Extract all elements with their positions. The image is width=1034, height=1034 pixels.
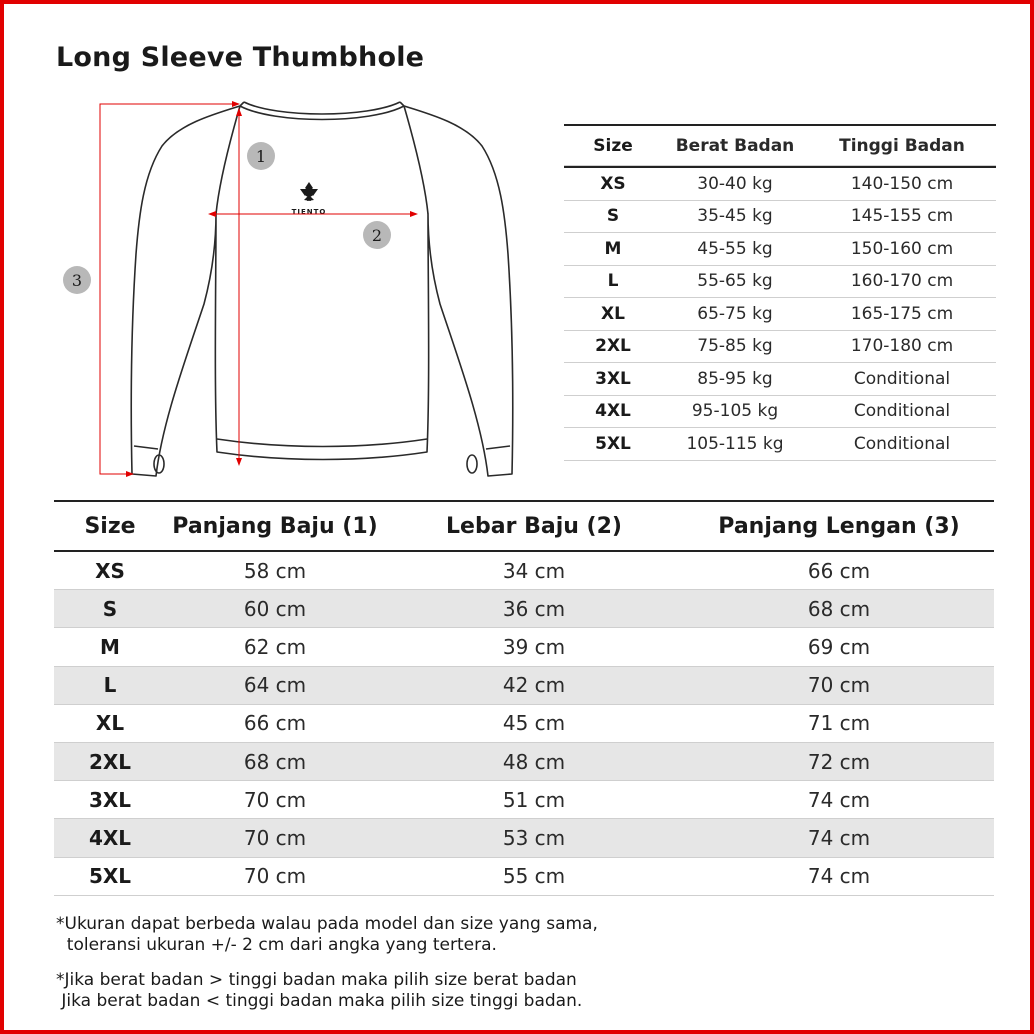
marker-1-label: 1 [255, 147, 267, 166]
cell-size: 2XL [88, 749, 132, 774]
length-measure-line [236, 108, 242, 466]
table-header [54, 502, 994, 550]
body-size-table [564, 124, 996, 461]
cell-shirt-width: 45 cm [502, 711, 566, 736]
cell-weight: 65-75 kg [697, 303, 773, 324]
cell-size: L [103, 673, 117, 698]
cell-shirt-length: 62 cm [243, 634, 307, 659]
table-row [54, 705, 994, 743]
cell-shirt-width: 36 cm [502, 596, 566, 621]
table-row [54, 628, 994, 666]
table-row [54, 552, 994, 590]
cell-height: 165-175 cm [850, 303, 954, 324]
cell-size: 5XL [88, 864, 132, 889]
marker-2-label: 2 [371, 226, 383, 245]
brand-logo [292, 182, 327, 216]
table-header [564, 126, 996, 166]
cell-weight: 75-85 kg [697, 336, 773, 357]
cell-weight: 85-95 kg [697, 368, 773, 389]
cell-sleeve-length: 72 cm [807, 749, 871, 774]
cell-size: XS [95, 558, 125, 583]
table-row [54, 667, 994, 705]
marker-1 [247, 142, 275, 170]
header-size: Size [593, 135, 633, 156]
marker-3 [63, 266, 91, 294]
cell-shirt-length: 70 cm [243, 787, 307, 812]
cell-shirt-length: 68 cm [243, 749, 307, 774]
cell-size: 3XL [595, 368, 631, 389]
cell-sleeve-length: 74 cm [807, 787, 871, 812]
cell-shirt-width: 55 cm [502, 864, 566, 889]
marker-2 [363, 221, 391, 249]
cell-shirt-length: 60 cm [243, 596, 307, 621]
cell-weight: 95-105 kg [691, 401, 779, 422]
table-row [564, 428, 996, 461]
cell-weight: 30-40 kg [697, 173, 773, 194]
cell-size: 2XL [595, 336, 631, 357]
page-title: Long Sleeve Thumbhole [56, 42, 425, 73]
cell-shirt-width: 42 cm [502, 673, 566, 698]
cell-size: 3XL [88, 787, 132, 812]
cell-shirt-width: 51 cm [502, 787, 566, 812]
cell-sleeve-length: 71 cm [807, 711, 871, 736]
cell-shirt-length: 70 cm [243, 825, 307, 850]
table-row [564, 266, 996, 299]
header-shirt-width: Lebar Baju (2) [446, 513, 622, 539]
table-row [54, 743, 994, 781]
table-row [54, 781, 994, 819]
cell-size: 4XL [595, 401, 631, 422]
cell-shirt-width: 39 cm [502, 634, 566, 659]
cell-shirt-length: 70 cm [243, 864, 307, 889]
cell-height: Conditional [853, 401, 951, 422]
cell-size: S [606, 206, 620, 227]
cell-shirt-length: 58 cm [243, 558, 307, 583]
table-row [564, 233, 996, 266]
cell-height: Conditional [853, 368, 951, 389]
sleeve-measure-line [100, 101, 240, 477]
table-row [564, 298, 996, 331]
cell-shirt-width: 48 cm [502, 749, 566, 774]
shirt-diagram [44, 84, 564, 494]
cell-size: XS [600, 173, 626, 194]
cell-size: S [102, 596, 118, 621]
header-height: Tinggi Badan [839, 135, 965, 156]
cell-height: Conditional [853, 433, 951, 454]
table-row [564, 363, 996, 396]
cell-weight: 45-55 kg [697, 238, 773, 259]
cell-sleeve-length: 70 cm [807, 673, 871, 698]
table-row [564, 396, 996, 429]
table-row [54, 819, 994, 857]
cell-weight: 35-45 kg [697, 206, 773, 227]
cell-size: XL [95, 711, 125, 736]
cell-weight: 55-65 kg [697, 271, 773, 292]
marker-3-label: 3 [71, 271, 83, 290]
cell-height: 160-170 cm [850, 271, 954, 292]
cell-size: 5XL [595, 433, 631, 454]
cell-sleeve-length: 68 cm [807, 596, 871, 621]
cell-shirt-length: 64 cm [243, 673, 307, 698]
note-choice-line1: *Jika berat badan > tinggi badan maka pilih size berat badan [56, 970, 577, 990]
table-row [564, 168, 996, 201]
cell-sleeve-length: 74 cm [807, 864, 871, 889]
note-choice-line2: Jika berat badan < tinggi badan maka pilih size tinggi badan. [56, 991, 583, 1011]
cell-shirt-length: 66 cm [243, 711, 307, 736]
cell-size: XL [601, 303, 625, 324]
header-size: Size [84, 513, 136, 539]
measurement-table [54, 500, 994, 896]
cell-height: 150-160 cm [850, 238, 954, 259]
cell-weight: 105-115 kg [686, 433, 784, 454]
table-row [564, 201, 996, 234]
header-shirt-length: Panjang Baju (1) [172, 513, 378, 539]
notes [56, 914, 598, 1012]
table-row [564, 331, 996, 364]
cell-size: 4XL [88, 825, 132, 850]
cell-size: M [100, 634, 120, 659]
table-row [54, 858, 994, 896]
measurement-table-rows [54, 552, 994, 896]
cell-size: L [607, 271, 619, 292]
cell-sleeve-length: 66 cm [807, 558, 871, 583]
body-table-rows [564, 168, 996, 461]
cell-sleeve-length: 69 cm [807, 634, 871, 659]
header-sleeve-length: Panjang Lengan (3) [718, 513, 960, 539]
table-row [54, 590, 994, 628]
cell-sleeve-length: 74 cm [807, 825, 871, 850]
cell-height: 170-180 cm [850, 336, 954, 357]
cell-size: M [604, 238, 622, 259]
cell-shirt-width: 53 cm [502, 825, 566, 850]
note-tolerance-line2: toleransi ukuran +/- 2 cm dari angka yang tertera. [56, 935, 497, 955]
cell-height: 145-155 cm [850, 206, 954, 227]
brand-logo-text: TIENTO [291, 208, 327, 216]
header-weight: Berat Badan [675, 135, 795, 156]
note-tolerance-line1: *Ukuran dapat berbeda walau pada model dan size yang sama, [56, 914, 598, 934]
shirt-outline [131, 102, 513, 476]
cell-shirt-width: 34 cm [502, 558, 566, 583]
cell-height: 140-150 cm [850, 173, 954, 194]
